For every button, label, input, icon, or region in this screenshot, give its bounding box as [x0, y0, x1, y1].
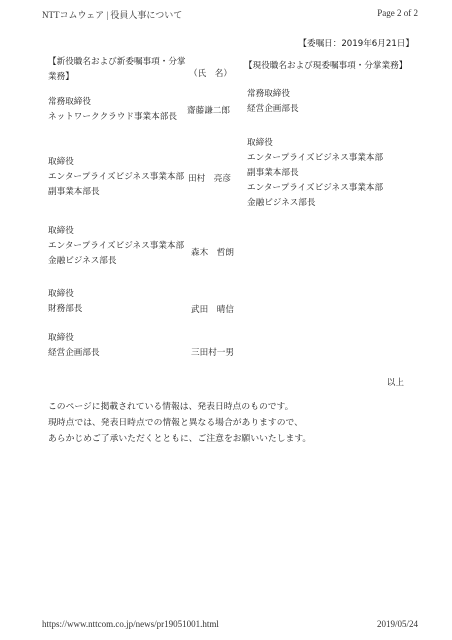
header-current-position: 【現役職名および現委嘱事項・分掌業務】	[244, 61, 408, 71]
row-2-current-position-line: 副事業本部長	[247, 168, 299, 178]
row-4-new-position	[48, 287, 82, 317]
row-5-new-position-line: 取締役	[48, 333, 74, 343]
print-footer-url: https://www.nttcom.co.jp/news/pr19051001.html	[42, 619, 219, 629]
row-3-new-position	[48, 224, 184, 269]
row-2-current-position-line: 金融ビジネス部長	[247, 198, 316, 208]
row-1-new-position	[48, 95, 177, 125]
row-5-new-position	[48, 331, 100, 361]
row-2-current-position-line: エンタープライズビジネス事業本部	[247, 183, 384, 193]
row-1-current-position-line: 経営企画部長	[247, 104, 299, 114]
row-2-new-position-line: エンタープライズビジネス事業本部	[48, 172, 185, 182]
header-new-position-line-1: 【新役職名および新委嘱事項・分掌	[48, 57, 186, 67]
disclaimer-line: あらかじめご了承いただくとともに、ご注意をお願いいたします。	[48, 434, 312, 444]
disclaimer-notice	[48, 399, 311, 447]
print-header-title: NTTコムウェア | 役員人事について	[42, 10, 183, 20]
disclaimer-line: このページに掲載されている情報は、発表日時点のものです。	[48, 402, 294, 412]
header-name: （氏 名）	[189, 69, 232, 79]
print-header-page-number: Page 2 of 2	[377, 8, 418, 18]
row-2-name: 田村 亮彦	[188, 174, 231, 184]
row-2-current-position-line: エンタープライズビジネス事業本部	[247, 153, 384, 163]
row-4-new-position-line: 取締役	[48, 289, 74, 299]
row-5-new-position-line: 経営企画部長	[48, 348, 100, 358]
row-1-new-position-line: 常務取締役	[48, 97, 91, 107]
print-footer-date: 2019/05/24	[376, 619, 418, 629]
row-3-new-position-line: エンタープライズビジネス事業本部	[48, 241, 185, 251]
row-3-new-position-line: 取締役	[48, 226, 74, 236]
row-1-new-position-line: ネットワーククラウド事業本部長	[48, 112, 177, 122]
closing-mark: 以上	[386, 378, 404, 388]
row-3-name: 森木 哲朗	[191, 248, 234, 258]
row-2-new-position-line: 取締役	[48, 157, 74, 167]
header-new-position-line-2: 業務】	[48, 72, 74, 82]
row-1-name: 齋藤謙二郎	[187, 106, 230, 116]
row-4-name: 武田 晴信	[191, 305, 234, 315]
row-2-current-position	[247, 136, 383, 211]
row-3-new-position-line: 金融ビジネス部長	[48, 256, 117, 266]
row-2-current-position-line: 取締役	[247, 138, 273, 148]
appointment-date: 【委嘱日：2019年6月21日】	[298, 39, 414, 49]
row-1-current-position	[247, 87, 299, 117]
row-2-new-position-line: 副事業本部長	[48, 187, 100, 197]
row-2-new-position	[48, 155, 184, 200]
header-new-position	[48, 55, 186, 85]
row-4-new-position-line: 財務部長	[48, 304, 83, 314]
row-1-current-position-line: 常務取締役	[247, 89, 290, 99]
disclaimer-line: 現時点では、発表日時点での情報と異なる場合がありますので、	[48, 418, 303, 428]
row-5-name: 三田村一男	[191, 348, 234, 358]
